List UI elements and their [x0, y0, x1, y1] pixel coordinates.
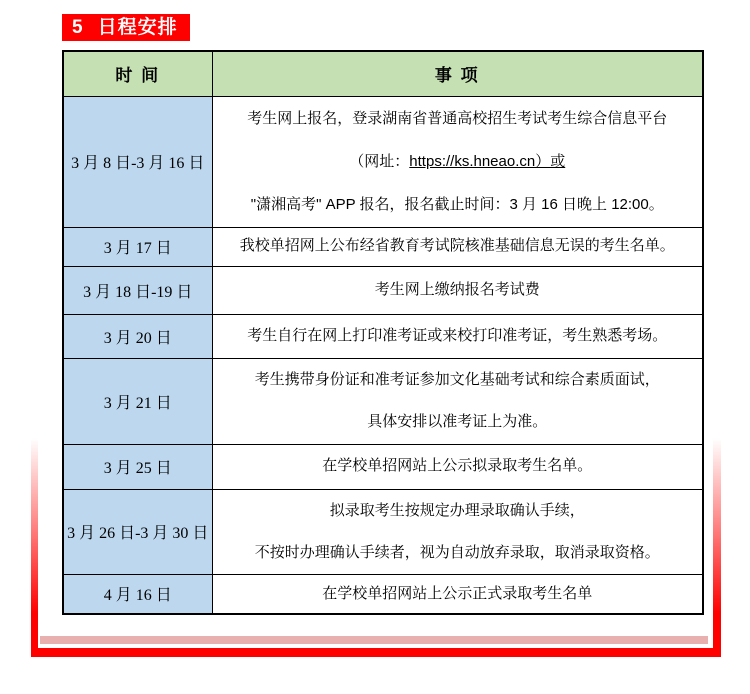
- item-line: [219, 140, 697, 183]
- row-time: 3 月 18 日-19 日: [63, 266, 212, 314]
- row-item: [212, 358, 703, 444]
- row-time: 4 月 16 日: [63, 574, 212, 614]
- table-row: [63, 314, 703, 358]
- table-row: [63, 227, 703, 266]
- section-number: 5: [72, 17, 84, 38]
- row-time: 3 月 17 日: [63, 227, 212, 266]
- row-item: 在学校单招网站上公示正式录取考生名单: [212, 574, 703, 614]
- schedule-table: [62, 50, 704, 615]
- item-line: 考生网上报名，登录湖南省普通高校招生考试考生综合信息平台: [247, 110, 668, 127]
- row-time: 3 月 20 日: [63, 314, 212, 358]
- item-line: 考生携带身份证和准考证参加文化基础考试和综合素质面试，: [254, 371, 660, 388]
- table-header-row: [63, 51, 703, 96]
- table-row: [63, 489, 703, 574]
- url-prefix: （网址：: [349, 153, 410, 170]
- row-time: 3 月 8 日-3 月 16 日: [63, 96, 212, 227]
- frame-bottom-border: [31, 648, 721, 657]
- item-line: 具体安排以准考证上为准。: [367, 413, 548, 430]
- row-item: [212, 96, 703, 227]
- column-header-item: 事 项: [212, 51, 703, 96]
- table-row: [63, 96, 703, 227]
- column-header-time: 时 间: [63, 51, 212, 96]
- row-item: 我校单招网上公布经省教育考试院核准基础信息无误的考生名单。: [212, 227, 703, 266]
- row-time: 3 月 26 日-3 月 30 日: [63, 489, 212, 574]
- table-row: [63, 266, 703, 314]
- section-title: 日程安排: [97, 17, 178, 38]
- table-row: [63, 574, 703, 614]
- item-line: "潇湘高考" APP 报名，报名截止时间：3 月 16 日晚上 12:00。: [250, 196, 664, 213]
- row-item: 考生自行在网上打印准考证或来校打印准考证，考生熟悉考场。: [212, 314, 703, 358]
- frame-left-border: [31, 438, 38, 657]
- registration-url-link[interactable]: https://ks.hneao.cn）或: [409, 153, 566, 170]
- item-line: 不按时办理确认手续者，视为自动放弃录取，取消录取资格。: [254, 543, 660, 561]
- row-item: [212, 489, 703, 574]
- table-row: [63, 444, 703, 489]
- row-time: 3 月 25 日: [63, 444, 212, 489]
- table-row: [63, 358, 703, 444]
- section-heading-badge: [62, 14, 190, 41]
- row-time: 3 月 21 日: [63, 358, 212, 444]
- row-item: 考生网上缴纳报名考试费: [212, 266, 703, 314]
- frame-shadow-band: [40, 636, 708, 644]
- frame-right-border: [713, 438, 721, 657]
- item-line: 拟录取考生按规定办理录取确认手续，: [329, 501, 585, 519]
- row-item: 在学校单招网站上公示拟录取考生名单。: [212, 444, 703, 489]
